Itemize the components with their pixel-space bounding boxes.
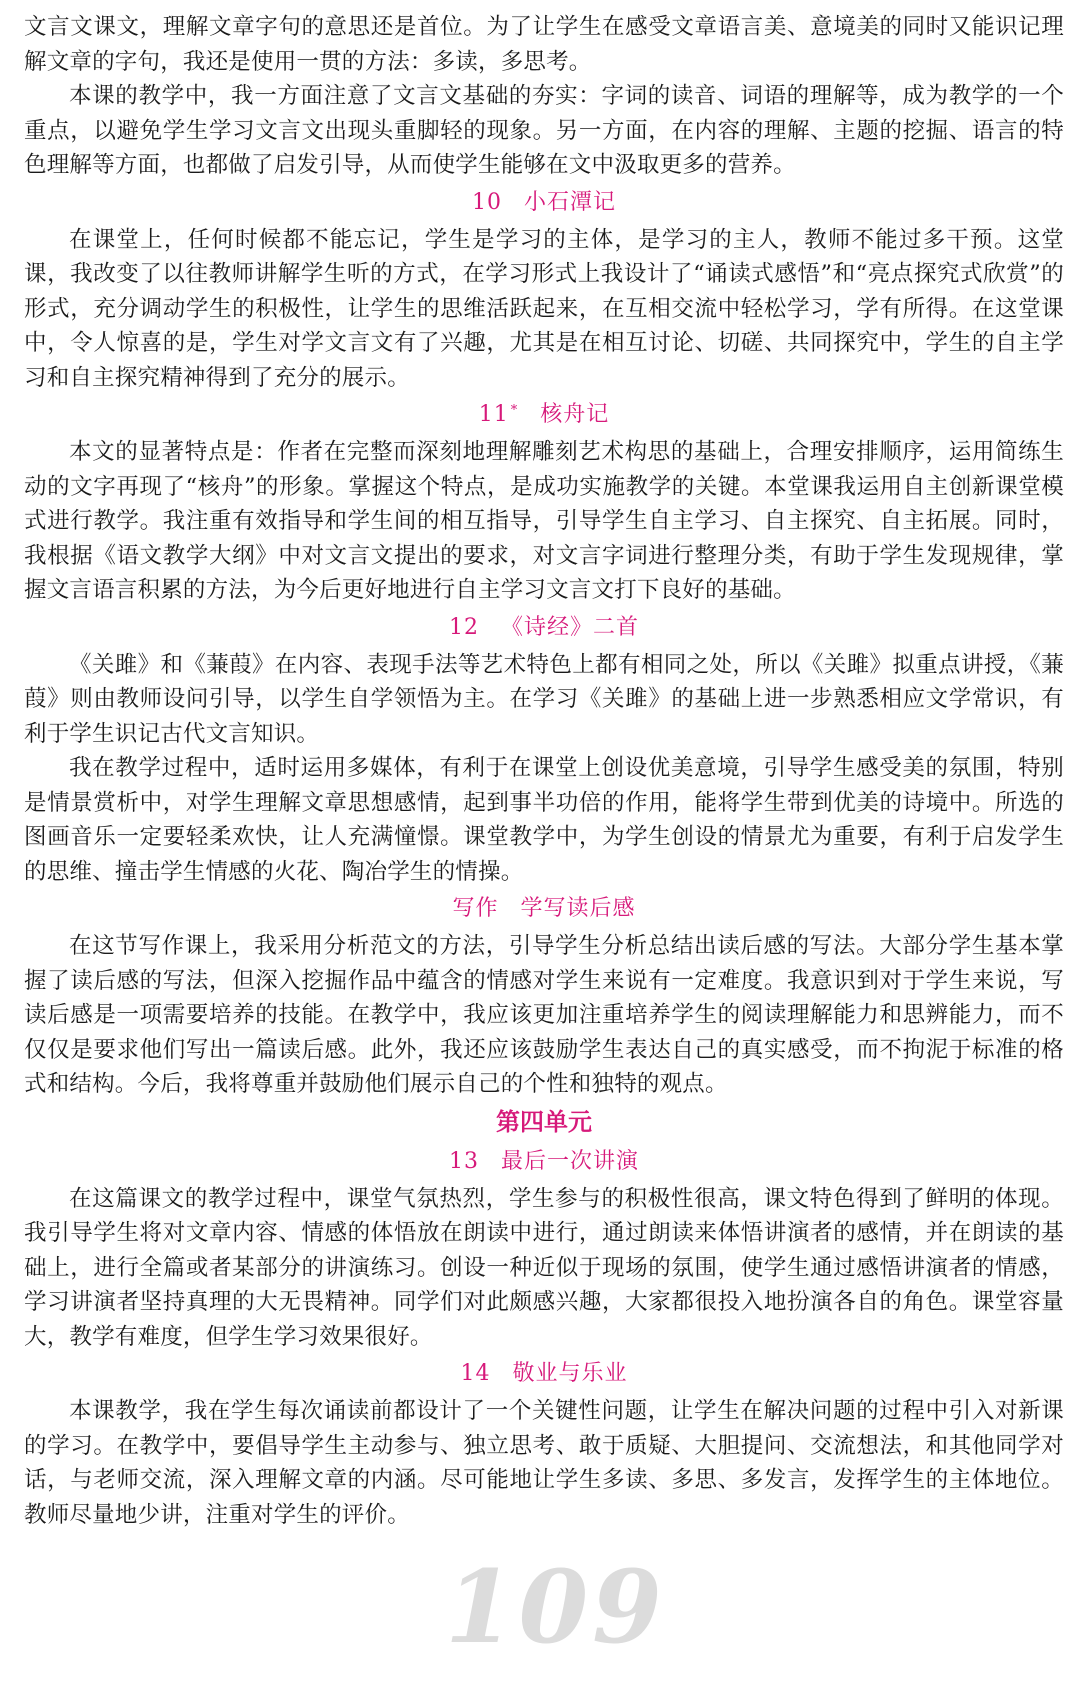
- lesson-11-paragraph-1: 本文的显著特点是：作者在完整而深刻地理解雕刻艺术构思的基础上，合理安排顺序，运用简练生动的文字再现了“核舟”的形象。掌握这个特点，是成功实施教学的关键。本堂课我运用自主创新课堂模式进行教学。我注重有效指导和学生间的相互指导，引导学生自主学习、自主探究、自主拓展。同时，我根据《语文教学大纲》中对文言文提出的要求，对文言字词进行整理分类，有助于学生发现规律，掌握文言语言积累的方法，为今后更好地进行自主学习文言文打下良好的基础。: [24, 439, 1064, 603]
- lesson-12-paragraph-2: 我在教学过程中，适时运用多媒体，有利于在课堂上创设优美意境，引导学生感受美的氛围，特别是情景赏析中，对学生理解文章思想感情，起到事半功倍的作用，能将学生带到优美的诗境中。所选的图画音乐一定要轻柔欢快，让人充满憧憬。课堂教学中，为学生创设的情景尤为重要，有利于启发学生的思维、撞击学生情感的火花、陶冶学生的情操。: [24, 755, 1064, 885]
- intro-paragraph-2: 本课的教学中，我一方面注意了文言文基础的夯实：字词的读音、词语的理解等，成为教学的一个重点，以避免学生学习文言文出现头重脚轻的现象。另一方面，在内容的理解、主题的挖掘、语言的特色理解等方面，也都做了启发引导，从而使学生能够在文中汲取更多的营养。: [24, 83, 1064, 178]
- lesson-12-heading: [24, 608, 1064, 648]
- lesson-14-heading: [24, 1354, 1064, 1394]
- lesson-13-paragraph-1: 在这篇课文的教学过程中，课堂气氛热烈，学生参与的积极性很高，课文特色得到了鲜明的体现。我引导学生将对文章内容、情感的体悟放在朗读中进行，通过朗读来体悟讲演者的感情，并在朗读的基础上，进行全篇或者某部分的讲演练习。创设一种近似于现场的氛围，使学生通过感悟讲演者的情感，学习讲演者坚持真理的大无畏精神。同学们对此颇感兴趣，大家都很投入地扮演各自的角色。课堂容量大，教学有难度，但学生学习效果很好。: [24, 1185, 1064, 1350]
- lesson-12-title: 《诗经》二首: [500, 614, 639, 640]
- lesson-11-heading: [24, 395, 1064, 435]
- writing-paragraph-1: 在这节写作课上，我采用分析范文的方法，引导学生分析总结出读后感的写法。大部分学生基本掌握了读后感的写法，但深入挖掘作品中蕴含的情感对学生来说有一定难度。我意识到对于学生来说，写读后感是一项需要培养的技能。在教学中，我应该更加注重培养学生的阅读理解能力和思辨能力，而不仅仅是要求他们写出一篇读后感。此外，我还应该鼓励学生表达自己的真实感受，而不拘泥于标准的格式和结构。今后，我将尊重并鼓励他们展示自己的个性和独特的观点。: [24, 933, 1064, 1097]
- writing-title: 学写读后感: [520, 896, 636, 921]
- lesson-10-heading: [24, 183, 1064, 223]
- lesson-13-title: 最后一次讲演: [500, 1148, 639, 1174]
- lesson-10-number: 10: [471, 189, 502, 215]
- intro-paragraph-1: 文言文课文，理解文章字句的意思还是首位。为了让学生在感受文章语言美、意境美的同时又能识记理解文章的字句，我还是使用一贯的方法：多读，多思考。: [24, 14, 1064, 75]
- unit-4-heading: 第四单元: [496, 1107, 592, 1136]
- lesson-11-mark: *: [510, 403, 519, 418]
- lesson-12-paragraph-1: 《关雎》和《蒹葭》在内容、表现手法等艺术特色上都有相同之处，所以《关雎》拟重点讲授，《蒹葭》则由教师设问引导，以学生自学领悟为主。在学习《关雎》的基础上进一步熟悉相应文学常识，有利于学生识记古代文言知识。: [24, 651, 1064, 747]
- lesson-10-title: 小石潭记: [523, 189, 616, 215]
- lesson-13-number: 13: [448, 1148, 479, 1174]
- lesson-12-number: 12: [448, 614, 479, 640]
- writing-label: 写作: [452, 896, 499, 921]
- lesson-11-title: 核舟记: [540, 402, 610, 427]
- lesson-11-number-text: 11: [478, 402, 509, 427]
- lesson-13-heading: [24, 1142, 1064, 1182]
- document-page: [24, 10, 1064, 1532]
- lesson-10-paragraph-1: 在课堂上，任何时候都不能忘记，学生是学习的主体，是学习的主人，教师不能过多干预。这堂课，我改变了以往教师讲解学生听的方式，在学习形式上我设计了“诵读式感悟”和“亮点探究式欣赏”的形式，充分调动学生的积极性，让学生的思维活跃起来，在互相交流中轻松学习，学有所得。在这堂课中，令人惊喜的是，学生对学文言文有了兴趣，尤其是在相互讨论、切磋、共同探究中，学生的自主学习和自主探究精神得到了充分的展示。: [24, 226, 1064, 391]
- lesson-11-number: [479, 402, 519, 427]
- lesson-14-paragraph-1: 本课教学，我在学生每次诵读前都设计了一个关键性问题，让学生在解决问题的过程中引入对新课的学习。在教学中，要倡导学生主动参与、独立思考、敢于质疑、大胆提问、交流想法，和其他同学对话，与老师交流，深入理解文章的内涵。尽可能地让学生多读、多思、多发言，发挥学生的主体地位。教师尽量地少讲，注重对学生的评价。: [24, 1398, 1064, 1528]
- page-number: 109: [445, 1548, 666, 1666]
- lesson-14-title: 敬业与乐业: [512, 1361, 628, 1386]
- writing-heading: [24, 889, 1064, 929]
- lesson-14-number: 14: [460, 1361, 491, 1386]
